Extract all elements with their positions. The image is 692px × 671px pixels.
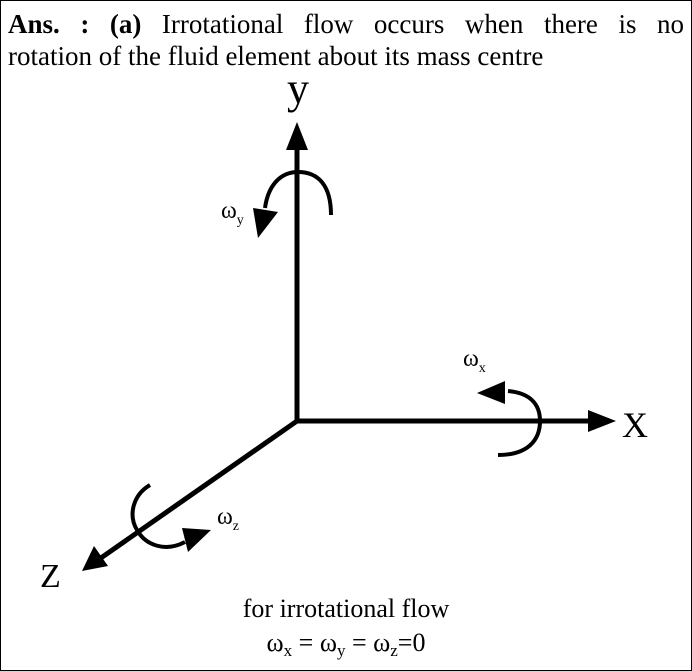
y-axis-arrowhead bbox=[286, 122, 308, 150]
caption-title: for irrotational flow bbox=[242, 594, 450, 623]
x-axis-label: X bbox=[622, 405, 648, 445]
caption-equation bbox=[0, 628, 692, 661]
y-axis-label: y bbox=[287, 64, 309, 113]
omega-z-rotation-arrowhead bbox=[182, 528, 211, 552]
x-axis-arrowhead bbox=[588, 410, 616, 432]
omega-y-label: $\omega_y$ bbox=[221, 198, 244, 228]
omega-x-symbol: ω bbox=[266, 628, 284, 657]
answer-line-2: rotation of the fluid element about its mass centre bbox=[8, 41, 544, 71]
omega-y-subscript: y bbox=[336, 641, 346, 660]
z-axis-label: Z bbox=[40, 558, 61, 595]
omega-x-label: $\omega_x$ bbox=[463, 346, 486, 376]
answer-line-1-text: Irrotational flow occurs when there is no bbox=[161, 9, 685, 39]
omega-x-subscript: x bbox=[283, 641, 293, 660]
omega-z-label: $\omega_z$ bbox=[217, 504, 240, 534]
omega-y-rotation-arrowhead bbox=[253, 208, 278, 238]
omega-z-symbol: ω bbox=[373, 628, 391, 657]
equals-1: = bbox=[298, 628, 314, 657]
zero-value: 0 bbox=[412, 628, 426, 657]
equals-2: = bbox=[351, 628, 367, 657]
omega-x-rotation-arrowhead bbox=[477, 381, 505, 404]
equals-3: = bbox=[397, 628, 413, 657]
omega-y-symbol: ω bbox=[319, 628, 337, 657]
omega-z-subscript: z bbox=[390, 641, 398, 660]
answer-prefix: Ans. : (a) bbox=[8, 9, 142, 39]
